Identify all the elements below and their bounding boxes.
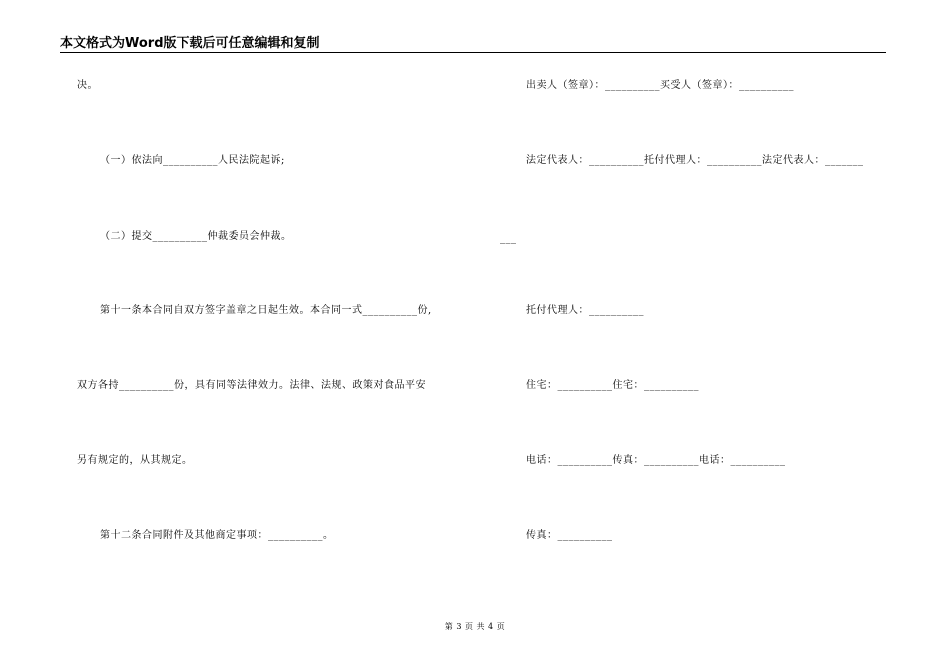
left-line-2: （一）依法向__________人民法院起诉; xyxy=(100,155,285,166)
right-line-1: 出卖人（签章）：__________买受人（签章）：__________ xyxy=(526,80,794,91)
page-number: 第 3 页 共 4 页 xyxy=(444,622,506,631)
left-line-7: 第十二条合同附件及其他商定事项：__________。 xyxy=(100,530,334,541)
right-line-7: 传真：__________ xyxy=(526,530,613,541)
left-line-4: 第十一条本合同自双方签字盖章之日起生效。本合同一式__________份, xyxy=(100,305,432,316)
left-line-5: 双方各持__________份，具有同等法律效力。法律、法规、政策对食品平安 xyxy=(77,380,426,391)
document-header-title: 本文格式为Word版下载后可任意编辑和复制 xyxy=(60,36,320,51)
right-line-5: 住宅：__________住宅：__________ xyxy=(526,380,699,391)
left-line-3: （二）提交__________仲裁委员会仲裁。 xyxy=(100,231,292,242)
left-line-1: 决。 xyxy=(77,80,98,91)
right-line-2: 法定代表人：__________托付代理人：__________法定代表人：_______ xyxy=(526,155,864,166)
right-line-4: 托付代理人：__________ xyxy=(526,305,644,316)
right-line-6: 电话：__________传真：__________电话：__________ xyxy=(526,455,786,466)
header-divider xyxy=(60,52,886,53)
right-line-3: ___ xyxy=(500,233,517,244)
left-line-6: 另有规定的，从其规定。 xyxy=(77,455,193,466)
